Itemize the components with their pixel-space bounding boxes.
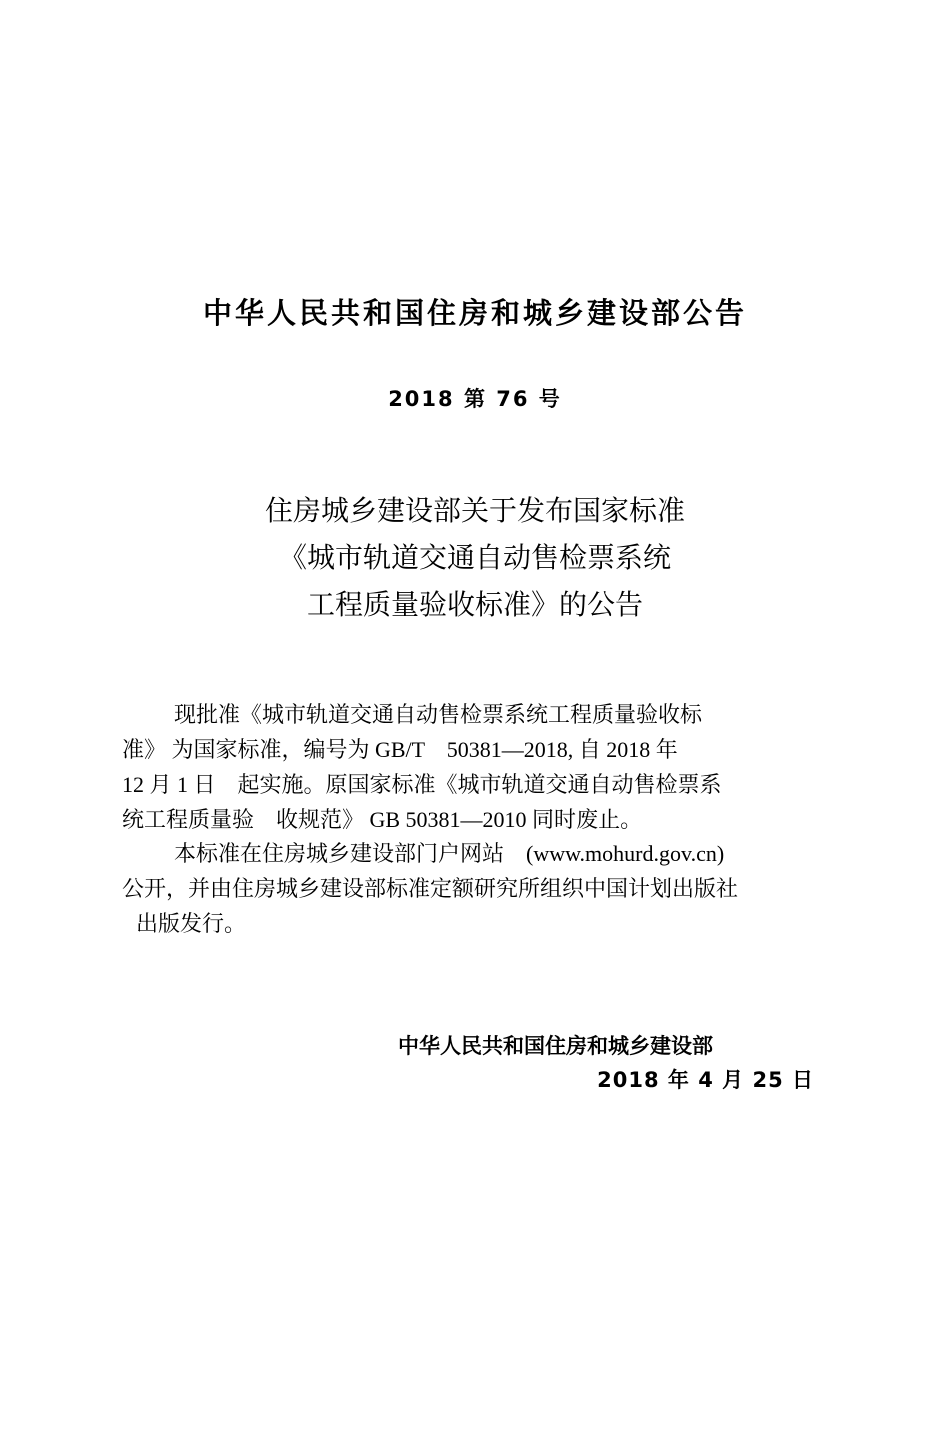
subject-line-1: 住房城乡建设部关于发布国家标准 [264,494,685,527]
issuing-organization: 中华人民共和国住房和城乡建设部 [398,1034,713,1058]
subject-line-3: 工程质量验收标准》的公告 [306,588,643,621]
body-line: 准》 为国家标准，编号为 GB/T 50381—2018, 自 2018 年 [122,737,678,762]
body-line: 现批准《城市轨道交通自动售检票系统工程质量验收标 [174,702,703,727]
document-title: 中华人民共和国住房和城乡建设部公告 [202,296,747,330]
body-line: 统工程质量验 收规范》 GB 50381—2010 同时废止。 [122,807,643,832]
body-line: 本标准在住房城乡建设部门户网站 (www.mohurd.gov.cn) [174,841,725,866]
announcement-subject [0,487,950,628]
document-number: 2018 第 76 号 [388,387,562,411]
body-line: 出版发行。 [136,911,247,936]
body-paragraph-publication [122,836,826,941]
subject-line-2: 《城市轨道交通自动售检票系统 [278,541,671,574]
body-line: 12 月 1 日 起实施。原国家标准《城市轨道交通自动售检票系 [122,772,722,797]
body-line: 公开，并由住房城乡建设部标准定额研究所组织中国计划出版社 [122,876,739,901]
body-paragraph-approval [122,697,826,837]
issue-date: 2018 年 4 月 25 日 [597,1068,814,1092]
